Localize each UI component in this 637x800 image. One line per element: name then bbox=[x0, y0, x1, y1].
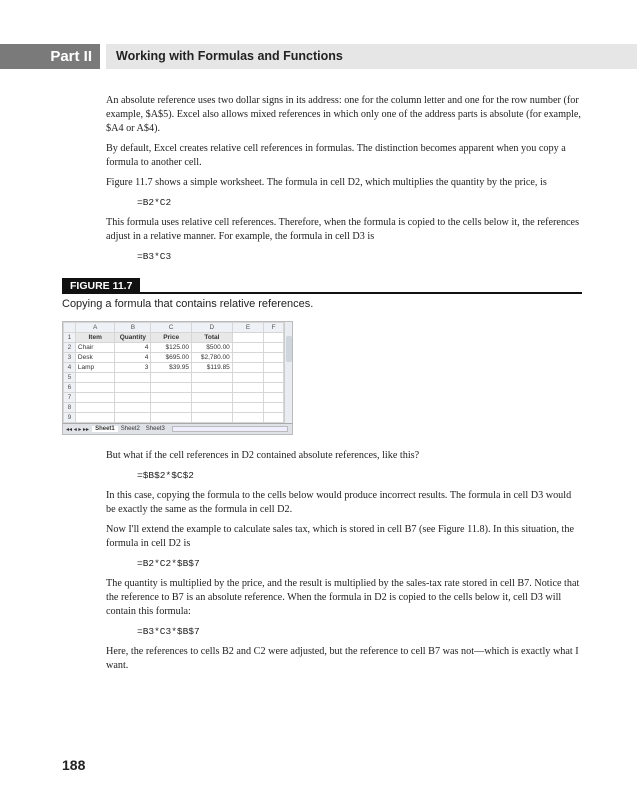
column-header: A bbox=[75, 323, 115, 333]
column-header: E bbox=[232, 323, 263, 333]
cell: Chair bbox=[75, 343, 115, 353]
cell: 3 bbox=[115, 363, 151, 373]
row-header: 9 bbox=[64, 413, 76, 423]
cell: $39.95 bbox=[151, 363, 192, 373]
row-header: 8 bbox=[64, 403, 76, 413]
row-header: 3 bbox=[64, 353, 76, 363]
row-header: 5 bbox=[64, 373, 76, 383]
figure-label: FIGURE 11.7 bbox=[62, 278, 140, 294]
code-line: =B2*C2*$B$7 bbox=[137, 558, 200, 569]
paragraph: Figure 11.7 shows a simple worksheet. The formula in cell D2, which multiplies the quantity by the price, is bbox=[106, 177, 547, 188]
cell: $2,780.00 bbox=[191, 353, 232, 363]
row-header: 4 bbox=[64, 363, 76, 373]
paragraph: This formula uses relative cell references. Therefore, when the formula is copied to the cells below it, the references adjust in a relative manner. For example, the formula in cell D3 is bbox=[106, 217, 580, 242]
paragraph: The quantity is multiplied by the price, and the result is multiplied by the sales-tax rate stored in cell B7. Notice that the reference to B7 is an absolute reference. When the formula in D2 is copied to the cells below it, cell D3 will contain this formula: bbox=[106, 578, 580, 617]
tab-sheet3: Sheet3 bbox=[145, 426, 165, 432]
code-line: =B3*C3*$B$7 bbox=[137, 626, 200, 637]
cell: $500.00 bbox=[191, 343, 232, 353]
column-header: D bbox=[191, 323, 232, 333]
cell: 4 bbox=[115, 353, 151, 363]
sheet-tabs bbox=[63, 423, 292, 434]
row-header: 1 bbox=[64, 333, 76, 343]
cell: $695.00 bbox=[151, 353, 192, 363]
column-header: B bbox=[115, 323, 151, 333]
cell: Price bbox=[151, 333, 192, 343]
worksheet-screenshot bbox=[62, 321, 293, 435]
paragraph: In this case, copying the formula to the cells below would produce incorrect results. The formula in cell D3 would be exactly the same as the formula in cell D2. bbox=[106, 490, 572, 515]
column-header: C bbox=[151, 323, 192, 333]
part-label: Part II bbox=[0, 44, 100, 69]
paragraph: But what if the cell references in D2 contained absolute references, like this? bbox=[106, 450, 420, 461]
cell: Item bbox=[75, 333, 115, 343]
figure bbox=[62, 276, 582, 435]
cell: $125.00 bbox=[151, 343, 192, 353]
cell: 4 bbox=[115, 343, 151, 353]
tab-nav-arrows-icon: ◂◂ ◂ ▸ ▸▸ bbox=[66, 426, 90, 433]
body-text bbox=[62, 94, 582, 679]
cell: Quantity bbox=[115, 333, 151, 343]
cell: $119.85 bbox=[191, 363, 232, 373]
cell: Lamp bbox=[75, 363, 115, 373]
row-header: 6 bbox=[64, 383, 76, 393]
tab-sheet2: Sheet2 bbox=[120, 426, 140, 432]
figure-rule bbox=[62, 276, 582, 294]
row-header: 7 bbox=[64, 393, 76, 403]
paragraph: Now I'll extend the example to calculate sales tax, which is stored in cell B7 (see Figure 11.8). In this situation, the formula in cell D2 is bbox=[106, 524, 574, 549]
paragraph: Here, the references to cells B2 and C2 were adjusted, but the reference to cell B7 was not—which is exactly what I want. bbox=[106, 646, 579, 671]
horizontal-scrollbar bbox=[172, 426, 288, 432]
chapter-title: Working with Formulas and Functions bbox=[106, 44, 637, 69]
cell: Desk bbox=[75, 353, 115, 363]
page-number: 188 bbox=[62, 757, 86, 773]
code-line: =$B$2*$C$2 bbox=[137, 470, 195, 481]
paragraph: An absolute reference uses two dollar signs in its address: one for the column letter and one for the row number (for example, $A$5). Excel also allows mixed references in which only one of the address parts is absolute (for example, $A4 or A$4). bbox=[106, 95, 581, 134]
tab-sheet1: Sheet1 bbox=[92, 426, 118, 432]
figure-caption: Copying a formula that contains relative references. bbox=[62, 298, 314, 310]
paragraph: By default, Excel creates relative cell references in formulas. The distinction becomes apparent when you copy a formula to another cell. bbox=[106, 143, 566, 168]
row-header: 2 bbox=[64, 343, 76, 353]
cell: Total bbox=[191, 333, 232, 343]
code-line: =B2*C2 bbox=[137, 197, 172, 208]
vertical-scrollbar bbox=[284, 322, 292, 423]
code-line: =B3*C3 bbox=[137, 251, 172, 262]
column-header: F bbox=[264, 323, 284, 333]
